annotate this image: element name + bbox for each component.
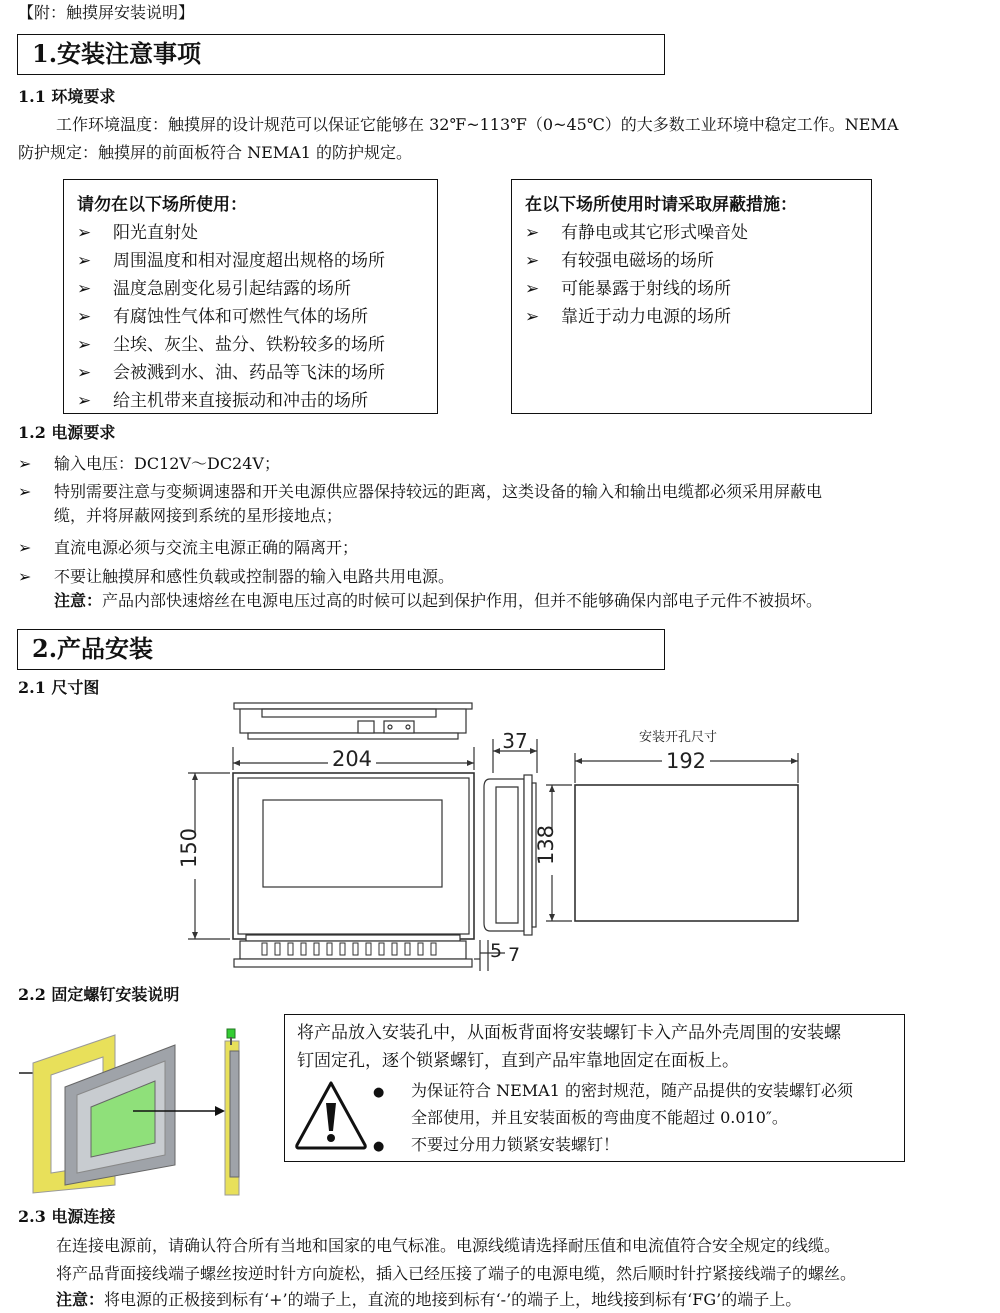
subsection-2-1-title: 2.1 尺寸图 xyxy=(18,678,100,697)
arrow-bullet-icon: ➢ xyxy=(77,335,92,355)
subsection-1-1-title: 1.1 环境要求 xyxy=(18,87,116,106)
screw-text-line-1: 将产品放入安装孔中，从面板背面将安装螺钉卡入产品外壳周围的安装螺 xyxy=(297,1023,841,1043)
list-item: ➢ 直流电源必须与交流主电源正确的隔离开； xyxy=(18,538,359,557)
dim-width-label: 204 xyxy=(331,747,373,771)
arrow-bullet-icon: ➢ xyxy=(77,391,92,411)
dimension-drawing xyxy=(0,695,1000,980)
arrow-bullet-icon: ➢ xyxy=(77,223,92,243)
env-paragraph-line-2: 防护规定：触摸屏的前面板符合 NEMA1 的防护规定。 xyxy=(18,143,412,162)
section-1-title: 1.安装注意事项 xyxy=(17,34,665,75)
env-paragraph-line-1: 工作环境温度：触摸屏的设计规范可以保证它能够在 32℉~113℉（0~45℃）的大多数工业环境中稳定工作。NEMA xyxy=(56,115,899,134)
list-item: ➢ 阳光直射处 xyxy=(77,223,198,243)
screw-instruction-box xyxy=(284,1014,905,1162)
list-item: ➢ 有腐蚀性气体和可燃性气体的场所 xyxy=(77,307,368,327)
arrow-bullet-icon: ➢ xyxy=(77,279,92,299)
side-view-outline xyxy=(484,775,536,935)
dim-cutout-width-label: 192 xyxy=(665,749,707,773)
arrow-bullet-icon: ➢ xyxy=(18,567,32,586)
shielding-box xyxy=(511,179,872,414)
arrow-bullet-icon: ➢ xyxy=(525,307,540,327)
list-item: ➢ 有静电或其它形式噪音处 xyxy=(525,223,748,243)
list-item: ➢ 尘埃、灰尘、盐分、铁粉较多的场所 xyxy=(77,335,385,355)
dim-height-label: 150 xyxy=(177,827,201,869)
conn-line-1: 在连接电源前，请确认符合所有当地和国家的电气标准。电源线缆请选择耐压值和电流值符合安全规定的线缆。 xyxy=(56,1236,841,1255)
mounting-illustration xyxy=(15,1015,255,1200)
arrow-bullet-icon: ➢ xyxy=(77,307,92,327)
cutout-caption: 安装开孔尺寸 xyxy=(638,730,718,745)
subsection-2-2-title: 2.2 固定螺钉安装说明 xyxy=(18,985,180,1004)
dim-edge2-label: 7 xyxy=(508,944,521,966)
list-item: ➢ 不要让触摸屏和感性负载或控制器的输入电路共用电源。 xyxy=(18,567,455,586)
subsection-1-2-title: 1.2 电源要求 xyxy=(18,423,116,442)
list-item: ➢ 有较强电磁场的场所 xyxy=(525,251,714,271)
section-2-title: 2.产品安装 xyxy=(17,629,665,670)
screw-bullet-1-cont: 全部使用，并且安装面板的弯曲度不能超过 0.010″。 xyxy=(411,1108,788,1127)
shielding-title: 在以下场所使用时请采取屏蔽措施： xyxy=(525,195,797,215)
dot-bullet-icon: ● xyxy=(373,1139,385,1154)
list-item: ➢ 输入电压：DC12V～DC24V； xyxy=(18,454,280,473)
cutout-outline xyxy=(575,785,798,921)
do-not-use-box xyxy=(63,179,438,414)
dim-cutout-height-label: 138 xyxy=(534,824,558,866)
list-item: ➢ 可能暴露于射线的场所 xyxy=(525,279,731,299)
screw-text-line-2: 钉固定孔，逐个锁紧螺钉，直到产品牢靠地固定在面板上。 xyxy=(297,1051,739,1071)
arrow-bullet-icon: ➢ xyxy=(525,223,540,243)
list-item: ➢ 给主机带来直接振动和冲击的场所 xyxy=(77,391,368,411)
screw-bullet-1: 为保证符合 NEMA1 的密封规范，随产品提供的安装螺钉必须 xyxy=(411,1081,853,1100)
list-item: ➢ 会被溅到水、油、药品等飞沫的场所 xyxy=(77,363,385,383)
arrow-bullet-icon: ➢ xyxy=(77,363,92,383)
dim-depth-label: 37 xyxy=(502,729,528,753)
dot-bullet-icon: ● xyxy=(373,1085,385,1100)
power-note: 注意：产品内部快速熔丝在电源电压过高的时候可以起到保护作用，但并不能够确保内部电子元件不被损坏。 xyxy=(54,591,823,610)
bottom-view-outline xyxy=(234,935,472,967)
arrow-bullet-icon: ➢ xyxy=(18,538,32,557)
list-item: ➢ 温度急剧变化易引起结露的场所 xyxy=(77,279,351,299)
arrow-bullet-icon: ➢ xyxy=(525,251,540,271)
list-item: ➢ 特别需要注意与变频调速器和开关电源供应器保持较远的距离，这类设备的输入和输出电缆都必须采用屏蔽电 xyxy=(18,482,823,501)
arrow-bullet-icon: ➢ xyxy=(18,482,32,501)
arrow-bullet-icon: ➢ xyxy=(525,279,540,299)
screw-bullet-2: 不要过分用力锁紧安装螺钉！ xyxy=(411,1135,620,1154)
do-not-use-title: 请勿在以下场所使用： xyxy=(77,195,247,215)
subsection-2-3-title: 2.3 电源连接 xyxy=(18,1207,116,1226)
list-item-continuation: 缆，并将屏蔽网接到系统的星形接地点； xyxy=(54,506,343,525)
top-view-outline xyxy=(234,703,472,739)
list-item: ➢ 周围温度和相对湿度超出规格的场所 xyxy=(77,251,385,271)
warning-triangle-icon xyxy=(293,1079,369,1151)
conn-note: 注意：将电源的正极接到标有‘+’的端子上，直流的地接到标有‘-’的端子上，地线接到标有‘FG’的端子上。 xyxy=(56,1290,802,1309)
conn-line-2: 将产品背面接线端子螺丝按逆时针方向旋松，插入已经压接了端子的电源电缆，然后顺时针拧紧接线端子的螺丝。 xyxy=(56,1264,857,1283)
front-view-outline xyxy=(233,773,474,939)
dim-edge-label: 5 xyxy=(490,940,503,962)
list-item: ➢ 靠近于动力电源的场所 xyxy=(525,307,731,327)
arrow-bullet-icon: ➢ xyxy=(77,251,92,271)
doc-header: 【附：触摸屏安装说明】 xyxy=(18,3,195,22)
arrow-bullet-icon: ➢ xyxy=(18,454,32,473)
